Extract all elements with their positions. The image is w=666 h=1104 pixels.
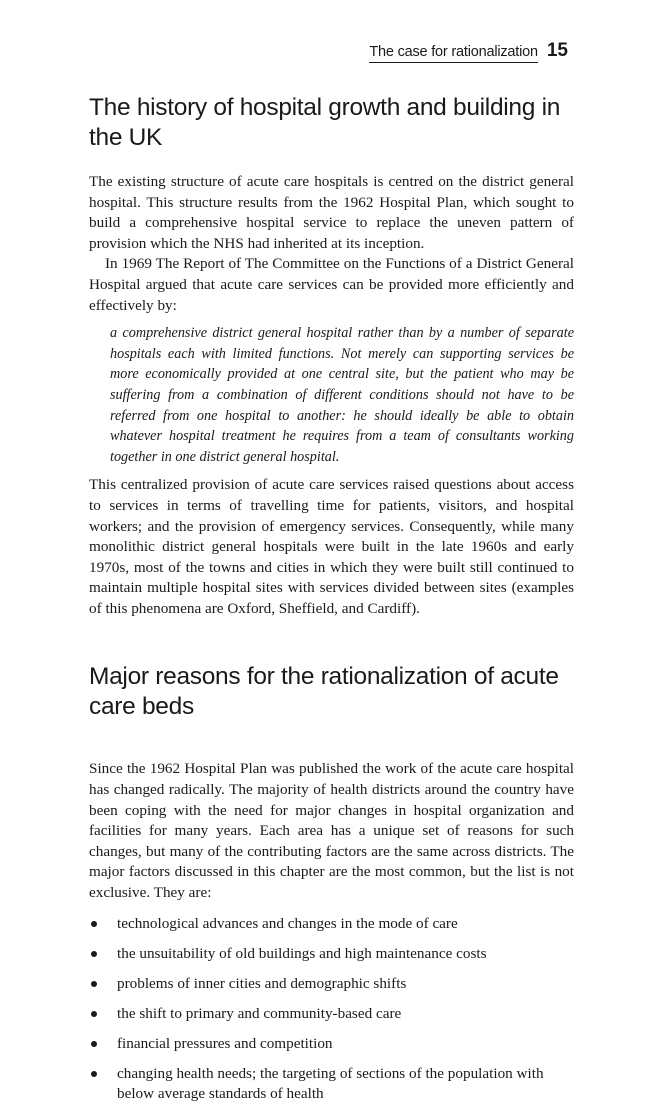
section-heading-history: The history of hospital growth and building in the UK (89, 94, 561, 151)
page-body (89, 84, 574, 1104)
list-item (89, 914, 574, 934)
list-item-text: changing health needs; the targeting of sections of the population with below average standards of health (117, 1064, 544, 1102)
reasons-list (89, 914, 574, 1104)
list-item (89, 1064, 574, 1104)
report-quotation: a comprehensive district general hospital rather than by a number of separate hospitals each with limited functions. Not merely can supporting services be more economically provided at one central site, but the patient who may be suffering from a combination of different conditions should not have to be referred from one hospital to another: he should ideally be able to obtain whatever hospital treatment he requires from a team of consultants working together in one district general hospital. (110, 325, 574, 465)
running-head-title: The case for rationalization (369, 44, 538, 63)
bullet-icon (91, 921, 97, 927)
page-number: 15 (546, 40, 568, 61)
list-item (89, 1034, 574, 1054)
running-head (369, 40, 568, 63)
list-item (89, 974, 574, 994)
bullet-icon (91, 1011, 97, 1017)
bullet-icon (91, 981, 97, 987)
bullet-icon (91, 1041, 97, 1047)
paragraph-existing-structure: The existing structure of acute care hospitals is centred on the district general hospital. This structure results from the 1962 Hospital Plan, which sought to build a comprehensive hospital service to replace the uneven pattern of provision which the NHS had inherited at its inception. (89, 173, 574, 252)
list-item-text: financial pressures and competition (117, 1034, 333, 1052)
list-item (89, 1004, 574, 1024)
list-item-text: the shift to primary and community-based care (117, 1004, 402, 1022)
list-item-text: technological advances and changes in the mode of care (117, 914, 458, 932)
bullet-icon (91, 1071, 97, 1077)
list-item (89, 944, 574, 964)
section-heading-major-reasons: Major reasons for the rationalization of acute care beds (89, 663, 559, 721)
list-item-text: the unsuitability of old buildings and high maintenance costs (117, 944, 487, 962)
bullet-icon (91, 951, 97, 957)
paragraph-since-1962: Since the 1962 Hospital Plan was published the work of the acute care hospital has changed radically. The majority of health districts around the country have been coping with the need for major changes in hospital organization and facilities for many years. Each area has a unique set of reasons for such changes, but many of the contributing factors are the same across districts. The major factors discussed in this chapter are the most common, but the list is not exclusive. They are: (89, 760, 574, 902)
list-item-text: problems of inner cities and demographic shifts (117, 974, 407, 992)
paragraph-centralized-provision: This centralized provision of acute care services raised questions about access to services in terms of travelling time for patients, visitors, and hospital workers; and the provision of emergency services. Consequently, while many monolithic district general hospitals were built in the late 1960s and early 1970s, most of the towns and cities in which they were built still continued to maintain multiple hospital sites with services divided between sites (examples of this phenomena are Oxford, Sheffield, and Cardiff). (89, 476, 574, 617)
paragraph-1969-report: In 1969 The Report of The Committee on the Functions of a District General Hospital argued that acute care services can be provided more efficiently and effectively by: (89, 255, 574, 314)
